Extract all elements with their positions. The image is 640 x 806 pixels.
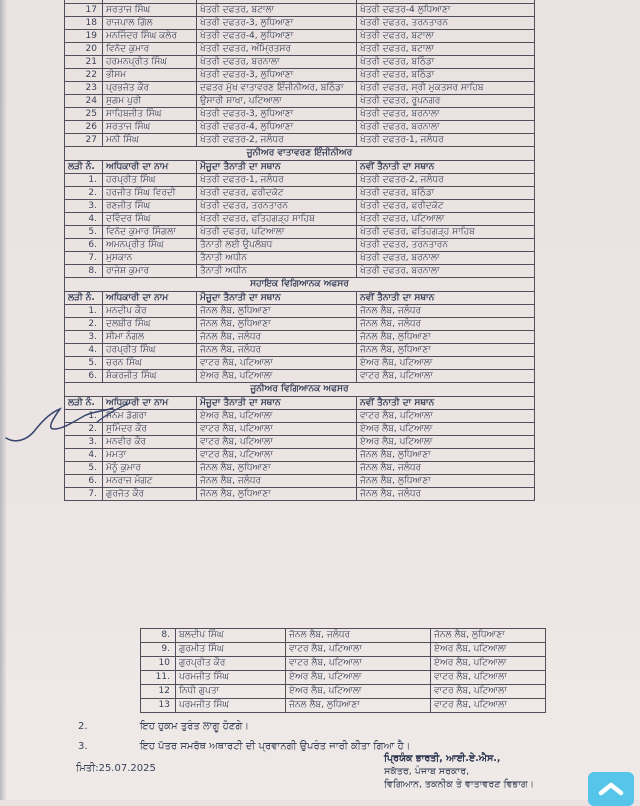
cell-new-posting: ਏਅਰ ਲੈਬ, ਪਟਿਆਲਾ xyxy=(431,657,546,671)
cell-new-posting: ਵਾਟਰ ਲੈਬ, ਪਟਿਆਲਾ xyxy=(431,685,546,699)
cell-new-posting: ਖੇਤਰੀ ਦਫਤਰ, ਬਰਨਾਲਾ xyxy=(357,265,535,278)
table-row xyxy=(65,4,535,17)
table-row xyxy=(141,657,546,671)
cell-new-posting: ਏਅਰ ਲੈਬ, ਪਟਿਆਲਾ xyxy=(357,423,535,436)
col-header-name: ਅਧਿਕਾਰੀ ਦਾ ਨਾਮ xyxy=(103,397,197,410)
cell-sno: 12 xyxy=(141,685,176,699)
cell-sno: 27 xyxy=(65,134,103,147)
table-row xyxy=(65,134,535,147)
cell-new-posting: ਖੇਤਰੀ ਦਫਤਰ, ਬਠਿੰਡਾ xyxy=(357,69,535,82)
cell-current-posting: ਜੋਨਲ ਲੈਬ, ਜਲੰਧਰ xyxy=(197,331,357,344)
cell-name: ਸ਼ੰਕਰਜੀਤ ਸਿੰਘ xyxy=(103,370,197,383)
cell-name: ਸਰਤਾਜ ਸਿੰਘ xyxy=(103,4,197,17)
cell-name: ਸੁਮਿੰਦਰ ਕੌਰ xyxy=(103,423,197,436)
cell-sno: 17 xyxy=(65,4,103,17)
cell-current-posting: ਵਾਟਰ ਲੈਬ, ਪਟਿਆਲਾ xyxy=(197,449,357,462)
continuation-table-wrapper xyxy=(140,628,545,713)
col-header-current-posting: ਮੌਜੂਦਾ ਤੈਨਾਤੀ ਦਾ ਸਥਾਨ xyxy=(197,161,357,174)
cell-name: ਵਿਨੋਦ ਕੁਮਾਰ ਸਿੰਗਲਾ xyxy=(103,226,197,239)
cell-current-posting: ਵਾਟਰ ਲੈਬ, ਪਟਿਆਲਾ xyxy=(197,423,357,436)
cell-name: ਪਰਮਜੀਤ ਸਿੰਘ xyxy=(176,699,286,713)
cell-new-posting: ਜੋਨਲ ਲੈਬ, ਜਲੰਧਰ xyxy=(357,305,535,318)
cell-new-posting: ਖੇਤਰੀ ਦਫਤਰ, ਬਠਿੰਡਾ xyxy=(357,187,535,200)
cell-current-posting: ਖੇਤਰੀ ਦਫਤਰ, ਫਤਿਹਗੜ੍ਹ ਸਾਹਿਬ xyxy=(197,213,357,226)
table-row xyxy=(65,488,535,501)
cell-new-posting: ਖੇਤਰੀ ਦਫਤਰ, ਪਟਿਆਲਾ xyxy=(357,213,535,226)
table-row xyxy=(141,629,546,643)
cell-new-posting: ਜੋਨਲ ਲੈਬ, ਜਲੰਧਰ xyxy=(357,318,535,331)
cell-name: ਚਰਨ ਸਿੰਘ xyxy=(103,357,197,370)
table-row xyxy=(65,462,535,475)
cell-current-posting: ਏਅਰ ਲੈਬ, ਪਟਿਆਲਾ xyxy=(286,671,431,685)
cell-current-posting: ਖੇਤਰੀ ਦਫਤਰ-2, ਜਲੰਧਰ xyxy=(197,134,357,147)
cell-sno: 1. xyxy=(65,174,103,187)
cell-sno: 5. xyxy=(65,357,103,370)
cell-sno: 13 xyxy=(141,699,176,713)
cell-name: ਸੁਗਮ ਪੁਰੀ xyxy=(103,95,197,108)
cell-new-posting: ਖੇਤਰੀ ਦਫਤਰ-1, ਜਲੰਧਰ xyxy=(357,134,535,147)
cell-sno: 7. xyxy=(65,488,103,501)
cell-new-posting: ਵਾਟਰ ਲੈਬ, ਪਟਿਆਲਾ xyxy=(431,671,546,685)
cell-name: ਅਮਨਪ੍ਰੀਤ ਸਿੰਘ xyxy=(103,239,197,252)
col-header-name: ਅਧਿਕਾਰੀ ਦਾ ਨਾਮ xyxy=(103,161,197,174)
cell-sno: 4. xyxy=(65,213,103,226)
transfer-table-continued-top xyxy=(64,0,535,147)
cell-current-posting: ਵਾਟਰ ਲੈਬ, ਪਟਿਆਲਾ xyxy=(197,357,357,370)
cell-sno: 10 xyxy=(141,657,176,671)
cell-name: ਪਰਮਜੀਤ ਸਿੰਘ xyxy=(176,671,286,685)
table-row xyxy=(65,69,535,82)
col-header-new-posting: ਨਵੀਂ ਤੈਨਾਤੀ ਦਾ ਸਥਾਨ xyxy=(357,161,535,174)
cell-name: ਬਲਦੀਪ ਸਿੰਘ xyxy=(176,629,286,643)
cell-sno: 8. xyxy=(65,265,103,278)
note-3-number: 3. xyxy=(78,741,88,752)
cell-new-posting: ਖੇਤਰੀ ਦਫਤਰ, ਤਰਨਤਾਰਨ xyxy=(357,239,535,252)
cell-name: ਮੁਸਕਾਨ xyxy=(103,252,197,265)
col-header-new-posting: ਨਵੀਂ ਤੈਨਾਤੀ ਦਾ ਸਥਾਨ xyxy=(357,397,535,410)
section-title: ਜੂਨੀਅਰ ਵਾਤਾਵਰਣ ਇੰਜੀਨੀਅਰ xyxy=(65,147,535,161)
table-row xyxy=(65,108,535,121)
cell-current-posting: ਤੈਨਾਤੀ ਲਈ ਉਪਲੱਬਧ xyxy=(197,239,357,252)
note-2-number: 2. xyxy=(78,721,88,732)
cell-sno: 7. xyxy=(65,252,103,265)
table-row xyxy=(65,318,535,331)
cell-name: ਗੁਰਮੀਤ ਸਿੰਘ xyxy=(176,643,286,657)
cell-sno: 20 xyxy=(65,43,103,56)
cell-current-posting: ਤੈਨਾਤੀ ਅਧੀਨ xyxy=(197,252,357,265)
cell-current-posting: ਖੇਤਰੀ ਦਫਤਰ-4, ਲੁਧਿਆਣਾ xyxy=(197,121,357,134)
date-line: ਮਿਤੀ:25.07.2025 xyxy=(76,763,156,774)
table-row xyxy=(65,305,535,318)
cell-sno: 21 xyxy=(65,56,103,69)
cell-new-posting: ਖੇਤਰੀ ਦਫਤਰ, ਸ੍ਰੀ ਮੁਕਤਸਰ ਸਾਹਿਬ xyxy=(357,82,535,95)
section-title-row xyxy=(65,278,535,292)
table-row xyxy=(65,213,535,226)
cell-name: ਸੀਮਾ ਨੰਗਲ xyxy=(103,331,197,344)
cell-name: ਮਨੀ ਸਿੰਘ xyxy=(103,134,197,147)
table-row xyxy=(65,30,535,43)
section-title: ਸਹਾਇਕ ਵਿਗਿਆਨਕ ਅਫਸਰ xyxy=(65,278,535,292)
cell-new-posting: ਖੇਤਰੀ ਦਫਤਰ, ਬਠਿੰਡਾ xyxy=(357,56,535,69)
cell-new-posting: ਖੇਤਰੀ ਦਫਤਰ, ਬਰਨਾਲਾ xyxy=(357,108,535,121)
cell-new-posting: ਖੇਤਰੀ ਦਫਤਰ, ਬਟਾਲਾ xyxy=(357,43,535,56)
cell-current-posting: ਜੋਨਲ ਲੈਬ, ਲੁਧਿਆਣਾ xyxy=(197,488,357,501)
cell-new-posting: ਖੇਤਰੀ ਦਫਤਰ, ਬਰਨਾਲਾ xyxy=(357,252,535,265)
cell-new-posting: ਖੇਤਰੀ ਦਫਤਰ, ਤਰਨਤਾਰਨ xyxy=(357,17,535,30)
cell-sno: 3. xyxy=(65,331,103,344)
cell-new-posting: ਏਅਰ ਲੈਬ, ਪਟਿਆਲਾ xyxy=(357,436,535,449)
table-row xyxy=(65,82,535,95)
cell-sno: 25 xyxy=(65,108,103,121)
table-row xyxy=(65,174,535,187)
cell-name: ਮਨਰਾਜ ਮੰਗਟ xyxy=(103,475,197,488)
cell-current-posting: ਖੇਤਰੀ ਦਫਤਰ-4, ਲੁਧਿਆਣਾ xyxy=(197,30,357,43)
table-row xyxy=(141,699,546,713)
cell-sno: 8. xyxy=(141,629,176,643)
cell-sno: 2. xyxy=(65,423,103,436)
cell-new-posting: ਖੇਤਰੀ ਦਫਤਰ, ਫਰੀਦਕੋਟ xyxy=(357,200,535,213)
transfer-table-junior-environment-engineer xyxy=(64,146,535,278)
cell-new-posting: ਖੇਤਰੀ ਦਫਤਰ-4 ਲੁਧਿਆਣਾ xyxy=(357,4,535,17)
cell-sno: 6. xyxy=(65,475,103,488)
cell-current-posting: ਖੇਤਰੀ ਦਫਤਰ-1, ਜਲੰਧਰ xyxy=(197,174,357,187)
cell-new-posting: ਜੋਨਲ ਲੈਬ, ਲੁਧਿਆਣਾ xyxy=(357,344,535,357)
cell-current-posting: ਜੋਨਲ ਲੈਬ, ਲੁਧਿਆਣਾ xyxy=(197,318,357,331)
col-header-current-posting: ਮੌਜੂਦਾ ਤੈਨਾਤੀ ਦਾ ਸਥਾਨ xyxy=(197,292,357,305)
cell-sno: 23 xyxy=(65,82,103,95)
cell-name: ਦਵਿੰਦਰ ਸਿੰਘ xyxy=(103,213,197,226)
cell-name: ਮਨਜਿੰਦਰ ਸਿੰਘ ਕਲੇਰ xyxy=(103,30,197,43)
col-header-current-posting: ਮੌਜੂਦਾ ਤੈਨਾਤੀ ਦਾ ਸਥਾਨ xyxy=(197,397,357,410)
cell-new-posting: ਏਅਰ ਲੈਬ, ਪਟਿਆਲਾ xyxy=(431,643,546,657)
cell-sno: 6. xyxy=(65,239,103,252)
col-header-sno: ਲੜੀ ਨੰ. xyxy=(65,161,103,174)
table-row xyxy=(65,370,535,383)
table-row xyxy=(65,17,535,30)
cell-name: ਸਰਤਾਜ ਸਿੰਘ xyxy=(103,121,197,134)
table-row xyxy=(65,43,535,56)
cell-current-posting: ਖੇਤਰੀ ਦਫਤਰ, ਫਰੀਦਕੋਟ xyxy=(197,187,357,200)
cell-current-posting: ਖੇਤਰੀ ਦਫਤਰ, ਅੰਮ੍ਰਿਤਸਰ xyxy=(197,43,357,56)
cell-current-posting: ਏਅਰ ਲੈਬ, ਪਟਿਆਲਾ xyxy=(197,370,357,383)
table-row xyxy=(65,331,535,344)
col-header-sno: ਲੜੀ ਨੰ. xyxy=(65,397,103,410)
note-2-text: ਇਹ ਹੁਕਮ ਤੁਰੰਤ ਲਾਗੂ ਹੋਣਗੇ। xyxy=(140,721,250,732)
section-title-row xyxy=(65,383,535,397)
cell-sno: 3. xyxy=(65,436,103,449)
cell-current-posting: ਏਅਰ ਲੈਬ, ਪਟਿਆਲਾ xyxy=(197,410,357,423)
cell-name: ਮਮਤਾ xyxy=(103,449,197,462)
cell-name: ਰਾਜਪਾਲ ਗਿੱਲ xyxy=(103,17,197,30)
cell-current-posting: ਉਸਾਰੀ ਸ਼ਾਖਾ, ਪਟਿਆਲਾ xyxy=(197,95,357,108)
table-row xyxy=(65,265,535,278)
table-row xyxy=(65,226,535,239)
signatory-department: ਵਿਗਿਆਨ, ਤਕਨੀਕ ਤੇ ਵਾਤਾਵਰਣ ਵਿਭਾਗ। xyxy=(384,779,535,790)
table-row xyxy=(65,475,535,488)
section-title-row xyxy=(65,147,535,161)
cell-name: ਗੁਰਪ੍ਰੀਤ ਕੌਰ xyxy=(176,657,286,671)
col-header-name: ਅਧਿਕਾਰੀ ਦਾ ਨਾਮ xyxy=(103,292,197,305)
chevron-up-icon xyxy=(588,775,634,803)
cell-current-posting: ਦਫਤਰ ਮੁੱਖ ਵਾਤਾਵਰਣ ਇੰਜੀਨੀਅਰ, ਬਠਿੰਡਾ xyxy=(197,82,357,95)
cell-name: ਹਰਮਨਪ੍ਰੀਤ ਸਿੰਘ xyxy=(103,56,197,69)
col-header-new-posting: ਨਵੀਂ ਤੈਨਾਤੀ ਦਾ ਸਥਾਨ xyxy=(357,292,535,305)
cell-new-posting: ਵਾਟਰ ਲੈਬ, ਪਟਿਆਲਾ xyxy=(431,699,546,713)
cell-new-posting: ਜੋਨਲ ਲੈਬ, ਲੁਧਿਆਣਾ xyxy=(357,475,535,488)
cell-current-posting: ਤੈਨਾਤੀ ਅਧੀਨ xyxy=(197,265,357,278)
cell-new-posting: ਖੇਤਰੀ ਦਫਤਰ, ਰੂਪਨਗਰ xyxy=(357,95,535,108)
cell-sno: 1. xyxy=(65,305,103,318)
cell-sno: 26 xyxy=(65,121,103,134)
signatory-designation: ਸਕੱਤਰ, ਪੰਜਾਬ ਸਰਕਾਰ, xyxy=(384,766,470,777)
cell-current-posting: ਜੋਨਲ ਲੈਬ, ਲੁਧਿਆਣਾ xyxy=(286,699,431,713)
cell-current-posting: ਖੇਤਰੀ ਦਫਤਰ, ਪਟਿਆਲਾ xyxy=(197,226,357,239)
cell-current-posting: ਖੇਤਰੀ ਦਫਤਰ-3, ਲੁਧਿਆਣਾ xyxy=(197,17,357,30)
table-row xyxy=(65,187,535,200)
cell-name: ਗੁਰਜੋਤ ਕੌਰ xyxy=(103,488,197,501)
table-row xyxy=(65,357,535,370)
cell-current-posting: ਵਾਟਰ ਲੈਬ, ਪਟਿਆਲਾ xyxy=(286,643,431,657)
table-row xyxy=(65,344,535,357)
cell-new-posting: ਵਾਟਰ ਲੈਬ, ਪਟਿਆਲਾ xyxy=(357,370,535,383)
cell-sno: 4. xyxy=(65,449,103,462)
cell-sno: 1. xyxy=(65,410,103,423)
cell-name: ਪ੍ਰਭਜੋਤ ਕੌਰ xyxy=(103,82,197,95)
cell-name: ਮੋਨੂੰ ਕੁਮਾਰ xyxy=(103,462,197,475)
cell-sno: 18 xyxy=(65,17,103,30)
cell-name: ਭੀਸਮ xyxy=(103,69,197,82)
cell-name: ਹਰਪ੍ਰੀਤ ਸਿੰਘ xyxy=(103,344,197,357)
cell-new-posting: ਖੇਤਰੀ ਦਫਤਰ, ਬਟਾਲਾ xyxy=(357,30,535,43)
transfer-table-junior-scientific-officer-continued xyxy=(140,628,546,713)
cell-sno: 4. xyxy=(65,344,103,357)
cell-current-posting: ਜੋਨਲ ਲੈਬ, ਲੁਧਿਆਣਾ xyxy=(197,462,357,475)
transfer-table-assistant-scientific-officer xyxy=(64,277,535,383)
cell-sno: 9. xyxy=(141,643,176,657)
cell-new-posting: ਜੋਨਲ ਲੈਬ, ਲੁਧਿਆਣਾ xyxy=(357,331,535,344)
table-row xyxy=(65,449,535,462)
cell-new-posting: ਏਅਰ ਲੈਬ, ਪਟਿਆਲਾ xyxy=(357,357,535,370)
col-header-sno: ਲੜੀ ਨੰ. xyxy=(65,292,103,305)
table-row xyxy=(141,643,546,657)
table-row xyxy=(65,252,535,265)
cell-new-posting: ਜੋਨਲ ਲੈਬ, ਜਲੰਧਰ xyxy=(357,462,535,475)
table-row xyxy=(65,239,535,252)
cell-current-posting: ਖੇਤਰੀ ਦਫਤਰ-3, ਲੁਧਿਆਣਾ xyxy=(197,69,357,82)
table-row xyxy=(65,200,535,213)
cell-name: ਸਾਹਿਬਜੀਤ ਸਿੰਘ xyxy=(103,108,197,121)
cell-current-posting: ਜੋਨਲ ਲੈਬ, ਲੁਧਿਆਣਾ xyxy=(197,305,357,318)
cell-name: ਦਲਬੀਰ ਸਿੰਘ xyxy=(103,318,197,331)
cell-new-posting: ਵਾਟਰ ਲੈਬ, ਪਟਿਆਲਾ xyxy=(357,410,535,423)
cell-sno: 5. xyxy=(65,226,103,239)
signatory-name: ਪ੍ਰਿਯੰਕ ਭਾਰਤੀ, ਆਈ.ਏ.ਐਸ., xyxy=(384,753,501,764)
cell-current-posting: ਖੇਤਰੀ ਦਫਤਰ-3, ਲੁਧਿਆਣਾ xyxy=(197,108,357,121)
table-header-row xyxy=(65,161,535,174)
signatory-block xyxy=(384,752,599,791)
table-row xyxy=(141,671,546,685)
section-title: ਜੂਨੀਅਰ ਵਿਗਿਆਨਕ ਅਫਸਰ xyxy=(65,383,535,397)
cell-sno: 5. xyxy=(65,462,103,475)
table-row xyxy=(141,685,546,699)
scroll-to-top-button[interactable] xyxy=(588,772,634,806)
cell-current-posting: ਵਾਟਰ ਲੈਬ, ਪਟਿਆਲਾ xyxy=(286,657,431,671)
note-3-text: ਇਹ ਪੱਤਰ ਸਮਰੱਥ ਅਥਾਰਟੀ ਦੀ ਪ੍ਰਵਾਨਗੀ ਉਪਰੰਤ ਜਾਰੀ ਕੀਤਾ ਗਿਆ ਹੈ। xyxy=(140,741,411,752)
cell-new-posting: ਖੇਤਰੀ ਦਫਤਰ, ਫਤਿਹਗੜ੍ਹ ਸਾਹਿਬ xyxy=(357,226,535,239)
cell-new-posting: ਜੋਨਲ ਲੈਬ, ਲੁਧਿਆਣਾ xyxy=(431,629,546,643)
cell-name: ਮਨਵੀਰ ਕੌਰ xyxy=(103,436,197,449)
cell-current-posting: ਖੇਤਰੀ ਦਫਤਰ, ਬਰਨਾਲਾ xyxy=(197,56,357,69)
cell-new-posting: ਖੇਤਰੀ ਦਫਤਰ, ਬਰਨਾਲਾ xyxy=(357,121,535,134)
cell-sno: 19 xyxy=(65,30,103,43)
cell-current-posting: ਜੋਨਲ ਲੈਬ, ਜਲੰਧਰ xyxy=(286,629,431,643)
cell-name: ਨਿਧੀ ਗੁਪਤਾ xyxy=(176,685,286,699)
cell-name: ਵਿਨੋਦ ਕੁਮਾਰ xyxy=(103,43,197,56)
cell-sno: 2. xyxy=(65,187,103,200)
cell-current-posting: ਖੇਤਰੀ ਦਫਤਰ, ਤਰਨਤਾਰਨ xyxy=(197,200,357,213)
cell-new-posting: ਜੋਨਲ ਲੈਬ, ਜਲੰਧਰ xyxy=(357,488,535,501)
cell-sno: 22 xyxy=(65,69,103,82)
cell-name: ਸੋਨਮ ਡੋਗਰਾ xyxy=(103,410,197,423)
table-row xyxy=(65,95,535,108)
table-row xyxy=(65,56,535,69)
cell-current-posting: ਵਾਟਰ ਲੈਬ, ਪਟਿਆਲਾ xyxy=(197,436,357,449)
table-header-row xyxy=(65,292,535,305)
cell-sno: 11. xyxy=(141,671,176,685)
cell-current-posting: ਖੇਤਰੀ ਦਫਤਰ, ਬਟਾਲਾ xyxy=(197,4,357,17)
cell-current-posting: ਜੋਨਲ ਲੈਬ, ਜਲੰਧਰ xyxy=(197,475,357,488)
handwritten-signature xyxy=(2,398,137,448)
cell-current-posting: ਜੋਨਲ ਲੈਬ, ਜਲੰਧਰ xyxy=(197,344,357,357)
cell-new-posting: ਜੋਨਲ ਲੈਬ, ਲੁਧਿਆਣਾ xyxy=(357,449,535,462)
cell-sno: 3. xyxy=(65,200,103,213)
cell-name: ਰਣਜੀਤ ਸਿੰਘ xyxy=(103,200,197,213)
cell-current-posting: ਏਅਰ ਲੈਬ, ਪਟਿਆਲਾ xyxy=(286,685,431,699)
cell-name: ਹਰਜੀਤ ਸਿੰਘ ਵਿਰਦੀ xyxy=(103,187,197,200)
cell-sno: 24 xyxy=(65,95,103,108)
cell-name: ਹਰਪ੍ਰੀਤ ਸਿੰਘ xyxy=(103,174,197,187)
cell-new-posting: ਖੇਤਰੀ ਦਫਤਰ-2, ਜਲੰਧਰ xyxy=(357,174,535,187)
table-row xyxy=(65,121,535,134)
cell-name: ਮਨਦੀਪ ਕੌਰ xyxy=(103,305,197,318)
cell-sno: 2. xyxy=(65,318,103,331)
cell-name: ਰਾਜੇਸ਼ ਕੁਮਾਰ xyxy=(103,265,197,278)
cell-sno: 6. xyxy=(65,370,103,383)
